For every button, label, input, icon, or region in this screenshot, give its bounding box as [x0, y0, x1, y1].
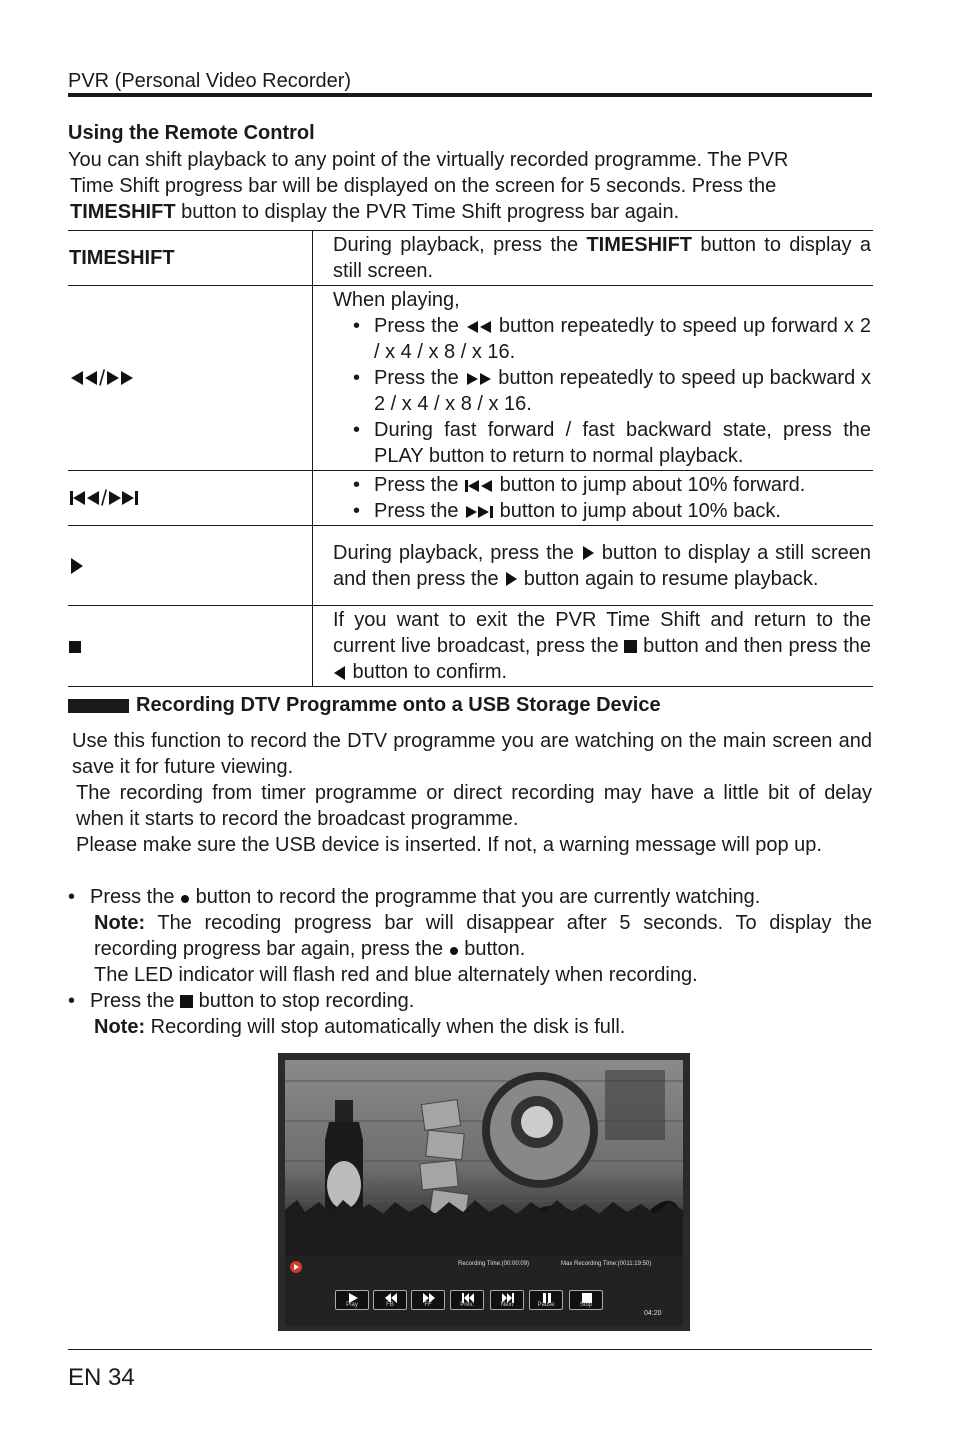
key-fast — [68, 286, 313, 471]
play-icon — [69, 557, 85, 575]
recording-control-bar — [285, 1256, 683, 1326]
desc-play: During playback, press the button to display a still screen and then press the button again to resume playback. — [313, 526, 874, 606]
header-rule — [68, 93, 872, 97]
remote-intro: You can shift playback to any point of the virtually recorded programme. The PVR Time Shift progress bar will be displayed on the screen for 5 seconds. Press the TIMESHIFT button to display the PVR Time Shift progress bar again. — [68, 149, 789, 223]
desc-fast: When playing, • Press the button repeatedly to speed up forward x 2 / x 4 / x 8 / x 16. • Press the button repeatedly to speed up backward x 2 / x 4 / x 8 / x 16. • During fast forward / fast backward state, press the PLAY button to return to normal playback. — [313, 286, 874, 471]
slash: / — [99, 365, 106, 391]
next-button[interactable]: Next — [490, 1290, 524, 1310]
bullet-stop: • Press the button to stop recording. Note: Recording will stop automatically when the disk is full. — [68, 990, 626, 1038]
fast-forward-icon — [465, 372, 493, 386]
desc-stop: If you want to exit the PVR Time Shift and return to the current live broadcast, press the button and then press the button to confirm. — [313, 606, 874, 687]
recording-screenshot — [278, 1053, 690, 1331]
next-icon — [107, 490, 139, 506]
row-stop — [68, 606, 873, 687]
remote-heading: Using the Remote Control — [68, 122, 315, 144]
fb-button[interactable]: FB — [373, 1290, 407, 1310]
recording-heading: Recording DTV Programme onto a USB Storage Device — [68, 694, 661, 717]
key-jump: / — [68, 471, 313, 526]
pause-button[interactable]: Pause — [529, 1290, 563, 1310]
stop-icon — [624, 640, 637, 653]
row-play — [68, 526, 873, 606]
next-icon — [464, 505, 494, 519]
page-number: EN 34 — [68, 1364, 135, 1391]
footer-rule — [68, 1349, 872, 1350]
previous-icon — [69, 490, 101, 506]
clock: 04:20 — [644, 1310, 662, 1317]
row-timeshift — [68, 231, 873, 286]
record-dot-icon — [449, 945, 459, 955]
stop-icon — [180, 995, 193, 1008]
key-stop — [68, 606, 313, 687]
prev-button[interactable]: Prev. — [450, 1290, 484, 1310]
heading-bar — [68, 699, 129, 713]
stop-icon — [69, 641, 81, 653]
row-jump — [68, 471, 873, 526]
desc-jump: • Press the button to jump about 10% forward. • Press the button to jump about 10% back. — [313, 471, 874, 526]
control-table — [68, 230, 873, 687]
play-button[interactable]: Play — [335, 1290, 369, 1310]
recording-paragraphs: Use this function to record the DTV programme you are watching on the main screen and save it for future viewing. The recording from timer programme or direct recording may have a little bit of delay when it starts to record the broadcast programme. Please make sure the USB device is inserted. If not, a warning message will pop up. — [72, 730, 872, 856]
key-timeshift: TIMESHIFT — [68, 231, 313, 286]
play-icon — [581, 545, 595, 561]
row-fast — [68, 286, 873, 471]
previous-icon — [464, 479, 494, 493]
max-recording-time: Max Recording Time:(0011:19:50) — [561, 1261, 652, 1267]
bullet-record: • Press the button to record the programme that you are currently watching. Note: The recoding progress bar will disappear after 5 seconds. To display the recording progress bar again, press the button. The LED indicator will flash red and blue alternately when recording. — [68, 886, 872, 986]
left-arrow-icon — [333, 665, 347, 681]
stop-button[interactable]: Stop — [569, 1290, 603, 1310]
record-indicator-icon — [289, 1260, 303, 1274]
key-play — [68, 526, 313, 606]
fast-forward-icon — [105, 370, 135, 386]
tv-scene-image — [285, 1060, 683, 1256]
recording-time: Recording Time:(00:00:09) — [458, 1261, 530, 1267]
record-dot-icon — [180, 893, 190, 903]
ff-button[interactable]: FF — [411, 1290, 445, 1310]
desc-timeshift: During playback, press the TIMESHIFT button to display a still screen. — [313, 231, 874, 286]
rewind-icon — [69, 370, 99, 386]
rewind-icon — [465, 320, 493, 334]
play-icon — [504, 571, 518, 587]
header-title: PVR (Personal Video Recorder) — [68, 70, 352, 92]
